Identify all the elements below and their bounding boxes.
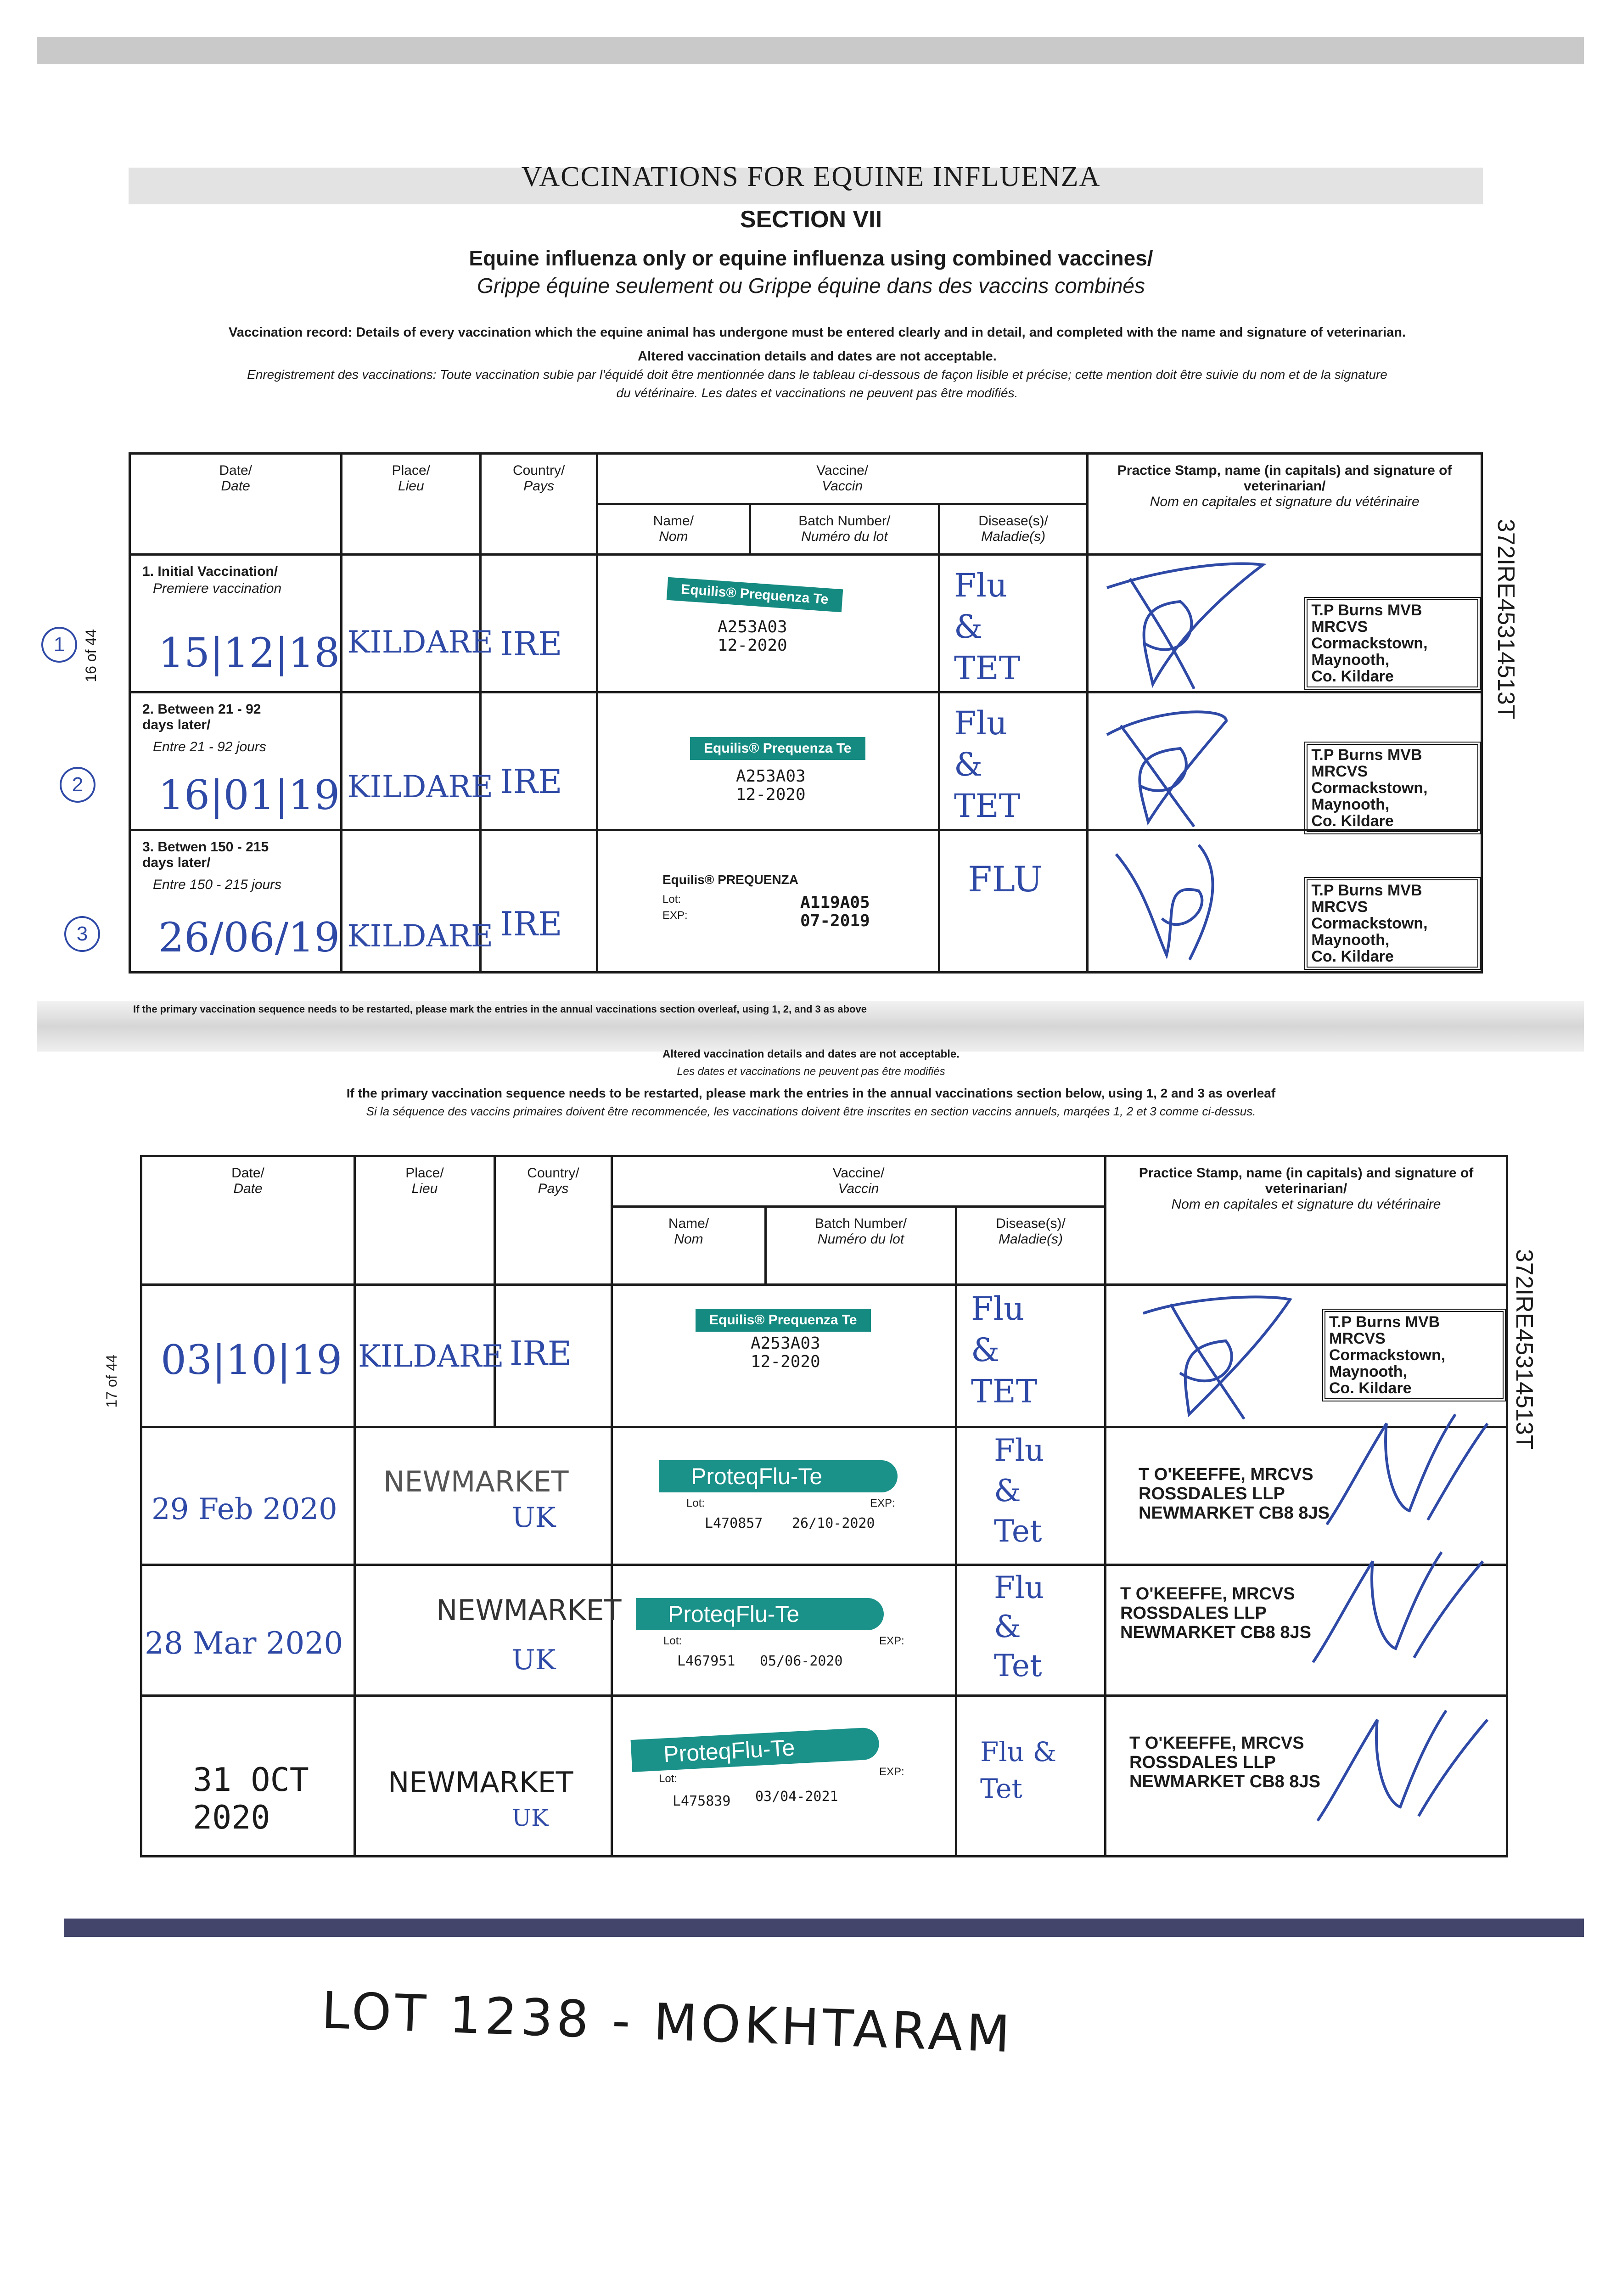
lot-label: Lot: [686,1497,705,1509]
row-label-fr: Entre 21 - 92 jours [153,739,266,754]
note-fr-2: du vétérinaire. Les dates et vaccinations ne peuvent pas être modifiés. [616,386,1018,400]
disease-value: Flu & TET [954,567,1021,687]
country-value: IRE [500,625,562,663]
country-value: UK [512,1644,556,1676]
col-place-header: Place/ Lieu [355,1156,495,1285]
col-disease-header: Disease(s)/ Maladie(s) [956,1207,1106,1285]
date-value: 16|01|19 [158,771,340,819]
table-row [141,1427,1507,1565]
vaccine-label-sticker: Equilis® Prequenza Te [667,577,843,612]
row-label: 2. Between 21 - 92 days later/ [142,702,261,732]
disease-value: Flu & TET [954,704,1021,825]
veterinarian-signature [1318,1405,1501,1552]
lot-label: Lot: [662,893,681,906]
exp-value: 05/06-2020 [760,1653,843,1669]
table-row [130,830,1482,973]
note-en-2: Altered vaccination details and dates are not acceptable. [638,349,997,364]
table-row [141,1565,1507,1696]
annual-vaccination-table [140,1155,1508,1857]
document-title: VACCINATIONS FOR EQUINE INFLUENZA [521,161,1101,192]
date-value: 28 Mar 2020 [145,1626,343,1661]
disease-cell [956,1285,1106,1427]
practice-stamp: T.P Burns MVB MRCVS Cormackstown, Maynooth, Co. Kildare [1304,877,1481,970]
country-cell [481,555,597,692]
lot-label: Lot: [659,1773,678,1785]
disease-cell [939,555,1087,692]
vaccine-label-sticker: Equilis® Prequenza Te [696,1309,871,1332]
date-cell [130,555,342,692]
date-cell [141,1427,355,1565]
country-value: IRE [500,762,562,801]
disease-cell [956,1696,1106,1857]
stamp-cell [1088,830,1482,973]
circled-number-3: 3 [64,916,100,952]
place-value: KILDARE [358,1339,504,1374]
primary-vaccination-table [129,452,1483,974]
exp-value: 03/04-2021 [755,1789,838,1805]
vet-name-print: T O'KEEFFE, MRCVS ROSSDALES LLP NEWMARKET CB8 8JS [1120,1584,1311,1642]
lot-value: L467951 [677,1653,735,1669]
col-name-header: Name/ Nom [612,1207,766,1285]
date-cell [130,692,342,830]
circled-number-1: 1 [41,627,77,663]
col-batch-header: Batch Number/ Numéro du lot [766,1207,956,1285]
place-country-cell [355,1565,622,1696]
horse-id-side-1: 372IRE45314513T [1493,519,1519,720]
col-date-header: Date/ Date [130,454,342,555]
disease-value: Flu & Tet [994,1433,1044,1549]
place-value: KILDARE [347,918,494,954]
disease-cell [956,1427,1106,1565]
vaccine-label-sticker: Equilis® Prequenza Te [690,737,865,760]
vet-name-print: T O'KEEFFE, MRCVS ROSSDALES LLP NEWMARKET CB8 8JS [1129,1733,1320,1791]
vaccine-cell [597,555,939,692]
date-cell [141,1565,355,1696]
vaccine-cell [612,1565,956,1696]
col-vaccine-header: Vaccine/ Vaccin [612,1156,1106,1207]
country-value: IRE [510,1334,572,1373]
col-name-header: Name/ Nom [597,504,750,555]
horse-id-side-2: 372IRE45314513T [1511,1249,1538,1450]
restart-note-fr: Si la séquence des vaccins primaires doivent être recommencée, les vaccinations doivent être inscrites en section vaccins annuels, marqées 1, 2 et 3 comme ci-dessus. [366,1104,1256,1118]
veterinarian-signature [1134,1286,1318,1424]
table-row [141,1285,1507,1427]
lot-note-handwritten: LOT 1238 - MOKHTARAM [320,1981,1015,2064]
place-value: KILDARE [347,769,494,805]
place-cell [342,555,494,692]
note-fr-1: Enregistrement des vaccinations: Toute vaccination subie par l'équidé doit être mentionnée dans le tableau ci-dessous de façon lisible et précise; cette mention doit être suivie du nom et de la signature [247,367,1387,382]
row-label-fr: Entre 150 - 215 jours [153,877,282,892]
vaccine-cell [612,1696,956,1857]
table-row [141,1696,1507,1857]
practice-stamp: T.P Burns MVB MRCVS Cormackstown, Maynooth, Co. Kildare [1322,1309,1506,1401]
subtitle-fr: Grippe équine seulement ou Grippe équine dans des vaccins combinés [477,274,1145,298]
stamp-cell [1088,692,1482,830]
lot-value: A253A03 [751,1334,820,1353]
row-label: 3. Betwen 150 - 215 days later/ [142,839,269,870]
note-en-1: Vaccination record: Details of every vaccination which the equine animal has undergone must be entered clearly and in detail, and completed with the name and signature of veterinarian. [229,325,1406,340]
place-country-cell [355,1427,612,1565]
country-value: UK [512,1805,549,1831]
subtitle-en: Equine influenza only or equine influenza using combined vaccines/ [469,246,1153,270]
row-label-fr: Premiere vaccination [153,581,282,596]
col-vaccine-header: Vaccine/ Vaccin [597,454,1088,504]
exp-value: 07-2019 [800,912,870,930]
vaccine-cell [597,692,939,830]
place-cell [355,1285,504,1427]
col-disease-header: Disease(s)/ Maladie(s) [939,504,1087,555]
exp-value: 12-2020 [751,1352,820,1371]
country-value: UK [512,1502,556,1534]
lot-value: L470857 [705,1515,763,1531]
date-cell [141,1696,355,1857]
disease-value: Flu & Tet [980,1736,1057,1804]
col-stamp-header: Practice Stamp, name (in capitals) and signature of veterinarian/ Nom en capitales et signature du vétérinaire [1088,454,1482,555]
scan-bottom-band [64,1919,1584,1937]
page-number-1: 16 of 44 [83,629,99,682]
vaccine-label-sticker: ProteqFlu-Te [636,1598,884,1630]
disease-value: Flu & Tet [994,1570,1044,1683]
place-cell [342,692,494,830]
place-value: NEWMARKET [436,1593,622,1627]
page-number-2: 17 of 44 [103,1355,120,1408]
exp-label: EXP: [662,909,688,922]
restart-note-en: If the primary vaccination sequence needs to be restarted, please mark the entries in the annual vaccinations section below, using 1, 2 and 3 as overleaf [346,1086,1276,1100]
disease-cell [956,1565,1106,1696]
col-country-header: Country/ Pays [481,454,597,555]
veterinarian-signature [1089,551,1281,698]
exp-value: 26/10-2020 [792,1515,875,1531]
place-value: KILDARE [347,625,494,660]
vet-name-print: T O'KEEFFE, MRCVS ROSSDALES LLP NEWMARKET CB8 8JS [1139,1465,1330,1523]
section-heading: SECTION VII [740,206,882,233]
exp-label: EXP: [879,1635,904,1647]
vaccine-cell [597,830,939,973]
stamp-cell [1088,555,1482,692]
practice-stamp: T.P Burns MVB MRCVS Cormackstown, Maynooth, Co. Kildare [1304,742,1481,834]
place-country-cell [355,1696,612,1857]
veterinarian-signature [1089,693,1281,831]
vaccine-cell [612,1427,956,1565]
date-value: 31 OCT 2020 [193,1761,309,1836]
col-stamp-header: Practice Stamp, name (in capitals) and signature of veterinarian/ Nom en capitales et signature du vétérinaire [1106,1156,1507,1285]
col-place-header: Place/ Lieu [342,454,481,555]
stamp-cell [1106,1565,1507,1696]
country-cell [481,692,597,830]
exp-label: EXP: [879,1766,904,1778]
date-cell [141,1285,355,1427]
place-value: NEWMARKET [388,1766,573,1799]
table-row [130,555,1482,692]
altered-note-en: Altered vaccination details and dates are not acceptable. [662,1048,960,1060]
country-value: IRE [500,905,562,943]
disease-cell [939,692,1087,830]
place-value: NEWMARKET [383,1465,569,1498]
date-value: 15|12|18 [158,629,340,676]
col-batch-header: Batch Number/ Numéro du lot [750,504,939,555]
country-cell [481,830,597,973]
vaccine-label-sticker: ProteqFlu-Te [631,1727,880,1772]
circled-number-2: 2 [60,767,95,803]
exp-label: EXP: [870,1497,895,1509]
fold-instruction: If the primary vaccination sequence needs to be restarted, please mark the entries in the annual vaccinations section overleaf, using 1, 2, and 3 as above [133,1003,867,1015]
table-row [130,692,1482,830]
date-cell [130,830,342,973]
vaccine-name: Equilis® PREQUENZA [662,872,798,887]
lot-value: A253A03 [736,767,806,786]
col-date-header: Date/ Date [141,1156,355,1285]
vaccine-cell [612,1285,956,1427]
practice-stamp: T.P Burns MVB MRCVS Cormackstown, Maynooth, Co. Kildare [1304,597,1481,690]
lot-label: Lot: [663,1635,682,1647]
disease-value: FLU [967,859,1043,900]
disease-value: Flu & TET [971,1290,1038,1410]
exp-value: 12-2020 [736,785,806,804]
lot-value: A119A05 [800,893,870,912]
veterinarian-signature [1304,1548,1497,1685]
exp-value: 12-2020 [718,636,787,655]
veterinarian-signature [1308,1706,1492,1844]
place-cell [342,830,494,973]
date-value: 26/06/19 [158,914,340,961]
date-value: 03|10|19 [161,1336,342,1384]
row-label: 1. Initial Vaccination/ [142,564,278,579]
disease-cell [939,830,1087,973]
veterinarian-signature [1107,831,1272,969]
vaccine-label-sticker: ProteqFlu-Te [659,1460,898,1492]
col-country-header: Country/ Pays [495,1156,612,1285]
lot-value: L475839 [673,1793,731,1809]
country-cell [495,1285,612,1427]
lot-value: A253A03 [718,618,787,636]
date-value: 29 Feb 2020 [152,1492,337,1526]
scan-edge-band [37,37,1584,64]
stamp-cell [1106,1427,1507,1565]
altered-note-fr: Les dates et vaccinations ne peuvent pas être modifiés [677,1065,945,1078]
stamp-cell [1106,1696,1507,1857]
